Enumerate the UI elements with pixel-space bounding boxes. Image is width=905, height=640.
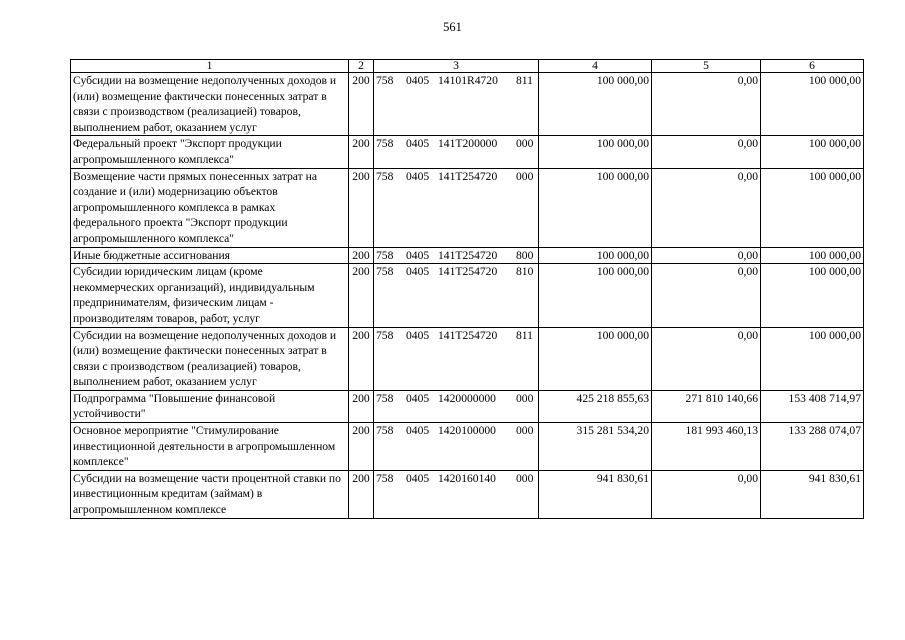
target-code: 1420000000 (438, 391, 496, 405)
row-code (374, 390, 539, 422)
table-row (71, 136, 864, 168)
expense-type-code: 000 (516, 137, 534, 151)
ministry-code: 758 (376, 328, 394, 342)
row-amount-6: 133 288 074,07 (761, 423, 864, 471)
table-row (71, 390, 864, 422)
row-amount-5: 181 993 460,13 (652, 423, 761, 471)
section-code: 0405 (406, 74, 430, 87)
row-amount-5: 0,00 (652, 73, 761, 136)
row-code (374, 470, 539, 518)
table-row (71, 73, 864, 136)
table-row (71, 168, 864, 247)
row-amount-6: 153 408 714,97 (761, 390, 864, 422)
row-code (374, 247, 539, 264)
row-amount-4: 100 000,00 (539, 168, 652, 247)
row-col2: 200 (349, 247, 374, 264)
row-name: Субсидии юридическим лицам (кроме некоммерческих организаций), индивидуальным предпринимателям, физическим лицам - производителям товаров, работ, услуг (71, 264, 349, 327)
row-amount-4: 100 000,00 (539, 264, 652, 327)
row-amount-5: 0,00 (652, 247, 761, 264)
expense-type-code: 810 (516, 265, 534, 279)
table-row (71, 247, 864, 264)
expense-type-code: 811 (516, 328, 533, 342)
column-header-4: 4 (539, 60, 652, 73)
ministry-code: 758 (376, 248, 394, 262)
expense-type-code: 000 (516, 424, 534, 438)
row-col2: 200 (349, 73, 374, 136)
column-header-2: 2 (349, 60, 374, 73)
row-amount-4: 100 000,00 (539, 73, 652, 136)
target-code: 141T200000 (438, 137, 498, 151)
section-code: 0405 (406, 248, 430, 262)
section-code: 0405 (406, 424, 430, 438)
row-col2: 200 (349, 423, 374, 471)
row-amount-6: 941 830,61 (761, 470, 864, 518)
row-amount-4: 100 000,00 (539, 327, 652, 390)
column-header-1: 1 (71, 60, 349, 73)
expense-type-code: 000 (516, 471, 534, 485)
column-header-6: 6 (761, 60, 864, 73)
expense-type-code: 811 (516, 74, 533, 87)
row-amount-5: 0,00 (652, 168, 761, 247)
ministry-code: 758 (376, 137, 394, 151)
row-col2: 200 (349, 136, 374, 168)
row-name: Субсидии на возмещение недополученных доходов и (или) возмещение фактически понесенных затрат в связи с производством (реализацией) товаров, выполнением работ, оказанием услуг (71, 327, 349, 390)
row-code (374, 168, 539, 247)
row-col2: 200 (349, 327, 374, 390)
row-amount-5: 0,00 (652, 264, 761, 327)
row-name: Основное мероприятие "Стимулирование инвестиционной деятельности в агропромышленном комплексе" (71, 423, 349, 471)
row-name: Федеральный проект "Экспорт продукции агропромышленного комплекса" (71, 136, 349, 168)
row-code (374, 423, 539, 471)
section-code: 0405 (406, 265, 430, 279)
row-name: Субсидии на возмещение части процентной ставки по инвестиционным кредитам (займам) в агропромышленном комплексе (71, 470, 349, 518)
table-row (71, 423, 864, 471)
row-amount-4: 100 000,00 (539, 247, 652, 264)
row-amount-5: 0,00 (652, 136, 761, 168)
row-amount-4: 100 000,00 (539, 136, 652, 168)
expense-type-code: 000 (516, 391, 534, 405)
table-row (71, 264, 864, 327)
section-code: 0405 (406, 328, 430, 342)
target-code: 141T254720 (438, 265, 498, 279)
row-amount-6: 100 000,00 (761, 136, 864, 168)
target-code: 1420160140 (438, 471, 496, 485)
target-code: 1420100000 (438, 424, 496, 438)
ministry-code: 758 (376, 424, 394, 438)
ministry-code: 758 (376, 74, 394, 87)
target-code: 141T254720 (438, 328, 498, 342)
ministry-code: 758 (376, 265, 394, 279)
section-code: 0405 (406, 137, 430, 151)
expense-type-code: 800 (516, 248, 534, 262)
row-amount-4: 315 281 534,20 (539, 423, 652, 471)
row-code (374, 264, 539, 327)
header-row (71, 60, 864, 73)
row-amount-6: 100 000,00 (761, 247, 864, 264)
row-amount-5: 0,00 (652, 327, 761, 390)
row-col2: 200 (349, 264, 374, 327)
row-amount-6: 100 000,00 (761, 264, 864, 327)
row-name: Подпрограмма "Повышение финансовой устойчивости" (71, 390, 349, 422)
row-amount-4: 425 218 855,63 (539, 390, 652, 422)
table-row (71, 327, 864, 390)
row-code (374, 136, 539, 168)
target-code: 14101R4720 (438, 74, 498, 87)
column-header-3: 3 (374, 60, 539, 73)
page-number: 561 (443, 20, 462, 34)
table-row (71, 470, 864, 518)
row-code (374, 73, 539, 136)
row-col2: 200 (349, 390, 374, 422)
ministry-code: 758 (376, 169, 394, 183)
row-amount-6: 100 000,00 (761, 327, 864, 390)
row-col2: 200 (349, 168, 374, 247)
section-code: 0405 (406, 471, 430, 485)
ministry-code: 758 (376, 391, 394, 405)
row-amount-6: 100 000,00 (761, 73, 864, 136)
section-code: 0405 (406, 169, 430, 183)
row-name: Возмещение части прямых понесенных затрат на создание и (или) модернизацию объектов агропромышленного комплекса в рамках федерального проекта "Экспорт продукции агропромышленного комплекса" (71, 168, 349, 247)
row-code (374, 327, 539, 390)
row-amount-5: 271 810 140,66 (652, 390, 761, 422)
target-code: 141T254720 (438, 169, 498, 183)
expense-type-code: 000 (516, 169, 534, 183)
column-header-5: 5 (652, 60, 761, 73)
budget-table (70, 59, 864, 519)
row-amount-6: 100 000,00 (761, 168, 864, 247)
row-amount-4: 941 830,61 (539, 470, 652, 518)
row-amount-5: 0,00 (652, 470, 761, 518)
section-code: 0405 (406, 391, 430, 405)
row-name: Иные бюджетные ассигнования (71, 247, 349, 264)
row-name: Субсидии на возмещение недополученных доходов и (или) возмещение фактически понесенных затрат в связи с производством (реализацией) товаров, выполнением работ, оказанием услуг (71, 73, 349, 136)
row-col2: 200 (349, 470, 374, 518)
ministry-code: 758 (376, 471, 394, 485)
target-code: 141T254720 (438, 248, 498, 262)
